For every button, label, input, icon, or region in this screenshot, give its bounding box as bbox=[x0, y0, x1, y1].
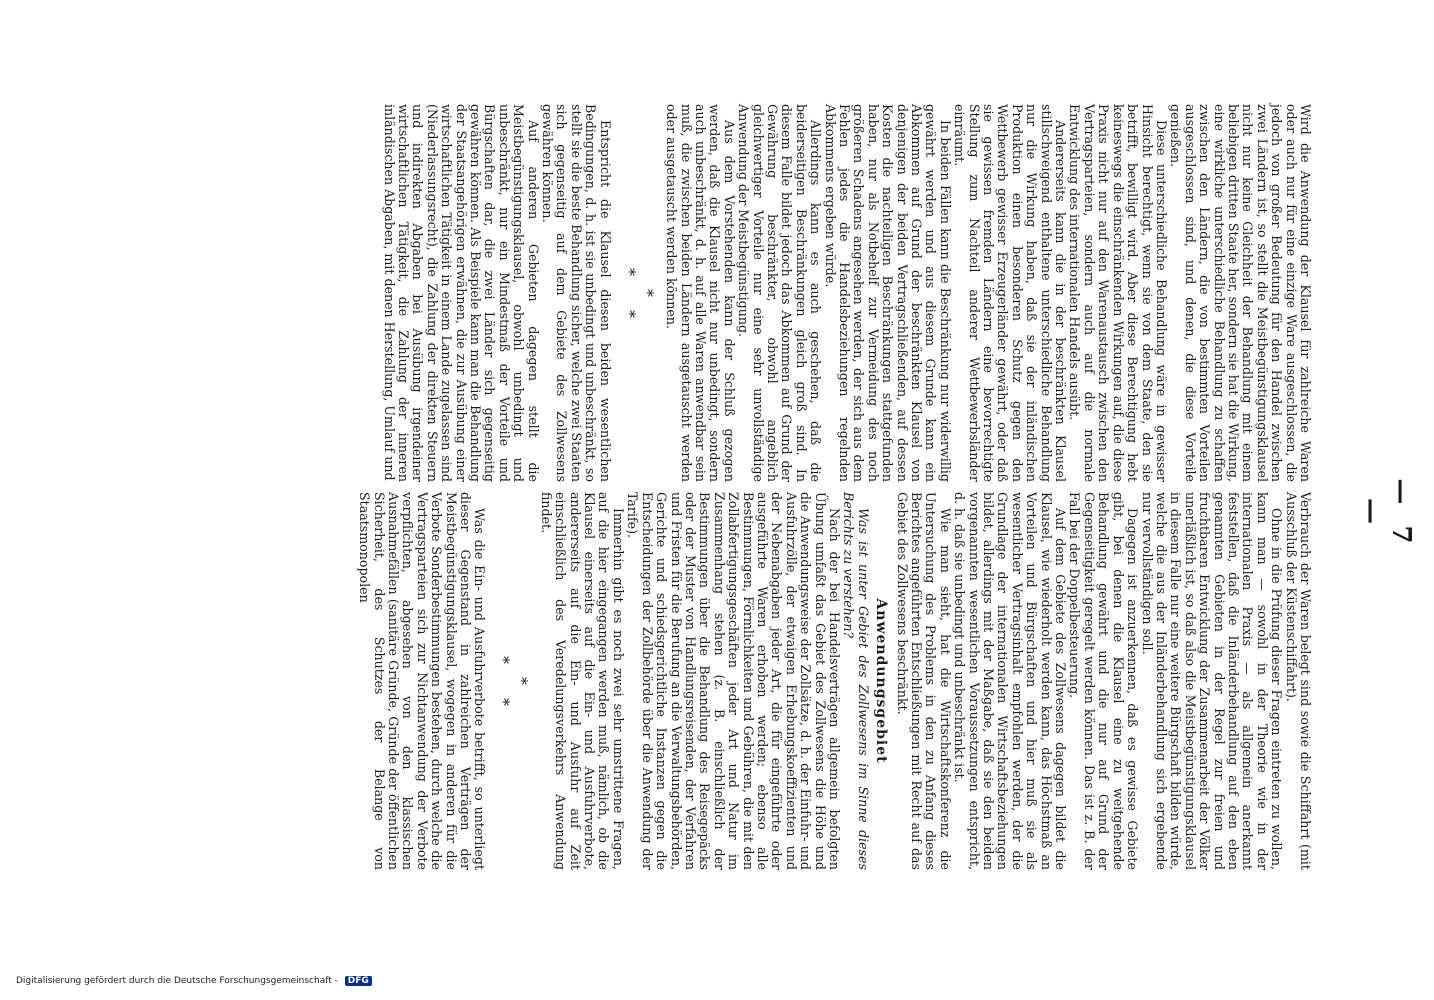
paragraph: Diese unterschiedliche Behandlung wäre in gewisser Hinsicht berechtigt, wenn sie von dem Staate, den sie betrifft, bewilligt wird. Aber diese Berechtigung hebt keineswegs die einschränkenden Wirkungen auf, die diese Praxis nicht nur auf den Warenaustausch zwischen den Vertragsparteien, sondern auch auf die normale Entwicklung des internationalen Handels ausübt. bbox=[1067, 104, 1169, 482]
paragraph: Verbrauch der Waren belegt sind sowie die Schiffahrt (mit Ausschluß der Küstenschiffahrt). bbox=[1283, 492, 1313, 870]
paragraph: Nach der bei Handelsverträgen allgemein befolgten Übung umfaßt das Gebiet des Zollwesens die Höhe und die Anwendungsweise der Zollsätze, d. h. der Einfuhr- und Ausfuhrzölle, der etwaigen Erhebungskoeffizienten und der Nebenabgaben jeder Art, die für eingeführte oder ausgeführte Waren erhoben werden; ebenso alle Bestimmungen, Förmlichkeiten und Gebühren, die mit den Zollabfertigungsgeschäften jeder Art und Natur im Zusammenhang stehen (z. B. einschließlich der Bestimmungen über die Behandlung des Reisegepäcks oder der Muster von Handlungsreisenden, der Verfahren und Fristen für die Berufung an die Verwaltungsbehörden, Gerichte und schiedsgerichtliche Instanzen gegen die Entscheidungen der Zollbehörde über die Anwendung der Tarife). bbox=[625, 492, 842, 870]
separator-star: * bbox=[494, 656, 514, 698]
dfg-logo: DFG bbox=[345, 976, 372, 986]
paragraph: Auf dem Gebiete des Zollwesens dagegen bildet die Klausel, wie wiederholt werden kann, das Höchstmaß an Vorteilen und Bürgschaften und hier muß sie als wesentlicher Vertragsinhalt empfohlen werden, der die Grundlage der internationalen Wirtschaftsbeziehungen bildet, allerdings mit der Maßgabe, daß sie den beiden vorgenannten wesentlichen Voraussetzungen entspricht, d. h. daß sie unbedingt und unbeschränkt ist. bbox=[952, 492, 1069, 870]
paragraph: Dagegen ist anzuerkennen, daß es gewisse Gebiete gibt, bei denen die Klausel eine zu weitgehende Behandlung gewährt und die nur auf Grund der Gegenseitigkeit geregelt werden können. Das ist z. B. der Fall bei der Doppelbesteuerung. bbox=[1067, 492, 1141, 870]
left-column bbox=[381, 104, 1312, 482]
separator-star: * bbox=[512, 677, 532, 685]
question: Was ist unter Gebiet des Zollwesens im Sinne dieses Berichts zu verstehen? bbox=[841, 492, 871, 870]
section-separator bbox=[620, 104, 656, 482]
section-separator bbox=[494, 492, 530, 870]
separator-star: * bbox=[619, 268, 639, 310]
paragraph: Allerdings kann es auch geschehen, daß die beiderseitigen Beschränkungen gleich groß sind. In diesem Falle bildet jedoch das Abkommen auf Grund der Gewährung beschränkter, obwohl angeblich gleichwertiger Vorteile nur eine sehr unvollständige Anwendung der Meistbegünstigung. bbox=[736, 104, 824, 482]
paragraph: Immerhin gibt es noch zwei sehr umstrittene Fragen, auf die hier eingegangen werden muß, nämlich, ob die Klausel einerseits auf die Ein- und Ausfuhrverbote, andererseits auf die Ein- und Ausfuhr auf Zeit einschließlich des Veredelungsverkehrs Anwendung findet. bbox=[538, 492, 626, 870]
separator-star: * bbox=[619, 310, 639, 352]
separator-star: * bbox=[637, 289, 657, 297]
paragraph: Wie man sieht, hat die Wirtschaftskonferenz die Untersuchung des Problems in den zu Anfang dieses Berichtes angeführten Entschließungen mit Recht auf das Gebiet des Zollwesens beschränkt. bbox=[894, 492, 953, 870]
right-column bbox=[357, 492, 1312, 870]
separator-star: * bbox=[494, 698, 514, 740]
paragraph: Was die Ein- und Ausfuhrverbote betrifft, so unterliegt dieser Gegenstand in zahlreichen Verträgen der Meistbegünstigungsklausel, wogegen in anderen für die Verbote Sonderbestimmungen bestehen, durch welche die Vertragsparteien sich zur Nichtanwendung der Verbote verpflichten, abgesehen von den klassischen Ausnahmefällen (sanitäre Gründe, Gründe der öffentlichen Sicherheit, des Schutzes der Belange von Staatsmonopolen bbox=[357, 492, 488, 870]
paragraph: Wird die Anwendung der Klausel für zahlreiche Waren oder auch nur für eine einzige Ware ausgeschlossen, die jedoch von großer Bedeutung für den Handel zwischen zwei Ländern ist, so stellt die Meistbegünstigungsklausel nicht nur keine Gleichheit der Behandlung mit einem beliebigen dritten Staate her, sondern sie hat die Wirkung, eine wirkliche unterschiedliche Behandlung zu schaffen zwischen den Ländern, die von bestimmten Vorteilen ausgeschlossen sind, und denen, die diese Vorteile genießen. bbox=[1168, 104, 1313, 482]
paragraph: In beiden Fällen kann die Beschränkung nur widerwillig gewährt werden und aus diesem Grunde kann ein Abkommen auf Grund der beschränkten Klausel von denjenigen der beiden Vertragschließenden, auf dessen Kosten die nachteiligen Beschränkungen stattgefunden haben, nur als Notbehelf zur Vermeidung des noch größeren Schadens angesehen werden, der sich aus dem Fehlen jedes die Handelsbeziehungen regelnden Abkommens ergeben würde. bbox=[822, 104, 953, 482]
page-number: — 7 — bbox=[1356, 478, 1416, 550]
paragraph: Andererseits kann die in der beschränkten Klausel stillschweigend enthaltene unterschiedliche Behandlung nur die Wirkung haben, daß sie der inländischen Produktion einen besonderen Schutz gegen den Wettbewerb gewisser Erzeugerländer gewährt, oder daß sie gewissen fremden Ländern eine bevorrechtigte Stellung zum Nachteil anderer Wettbewerbsländer einräumt. bbox=[952, 104, 1069, 482]
separator-star-row bbox=[620, 104, 638, 482]
paragraph: Aus dem Vorstehenden kann der Schluß gezogen werden, daß die Klausel nicht nur unbedingt, sondern auch unbeschränkt, d. h. auf alle Waren anwendbar sein muß, die zwischen beiden Ländern ausgetauscht werden oder ausgetauscht werden können. bbox=[664, 104, 737, 482]
paragraph: Entspricht die Klausel diesen beiden wesentlichen Bedingungen, d. h. ist sie unbedingt und unbeschränkt, so stellt sie die beste Behandlung sicher, welche zwei Staaten sich gegenseitig auf dem Gebiete des Zollwesens gewähren können. bbox=[540, 104, 613, 482]
paragraph: Ohne in die Prüfung dieser Fragen eintreten zu wollen, kann man — sowohl in der Theorie wie in der internationalen Praxis — als allgemein anerkannt feststellen, daß die Inländerbehandlung auf den eben genannten Gebieten in der Regel zur freien und fruchtbaren Entwicklung der Zusammenarbeit der Völker unerläßlich ist, so daß also die Meistbegünstigungsklausel in diesem Falle nur eine weitere Bürgschaft bilden würde, welche die aus der Inländerbehandlung sich ergebende nur vervollständigen soll. bbox=[1139, 492, 1285, 870]
separator-star-row bbox=[494, 492, 512, 870]
credit-text: Digitalisierung gefördert durch die Deutsche Forschungsgemeinschaft - bbox=[16, 976, 338, 986]
digitization-credit bbox=[16, 976, 372, 986]
paragraph: Auf anderen Gebieten dagegen stellt die Meistbegünstigungsklausel, obwohl unbedingt und unbeschränkt, nur ein Mindestmaß der Vorteile und Bürgschaften dar, die zwei Länder sich gegenseitig gewähren können. Als Beispiele kann man die Behandlung der Staatsangehörigen erwähnen, die zur Ausübung einer wirtschaftlichen Tätigkeit in einem Lande zugelassen sind (Niederlassungsrecht), die Zahlung der direkten Steuern und indirekten Abgaben bei Ausübung irgendeiner wirtschaftlichen Tätigkeit, die Zahlung der inneren inländischen Abgaben, mit denen Herstellung, Umlauf und bbox=[381, 104, 541, 482]
section-heading: Anwendungsgebiet bbox=[873, 598, 890, 764]
